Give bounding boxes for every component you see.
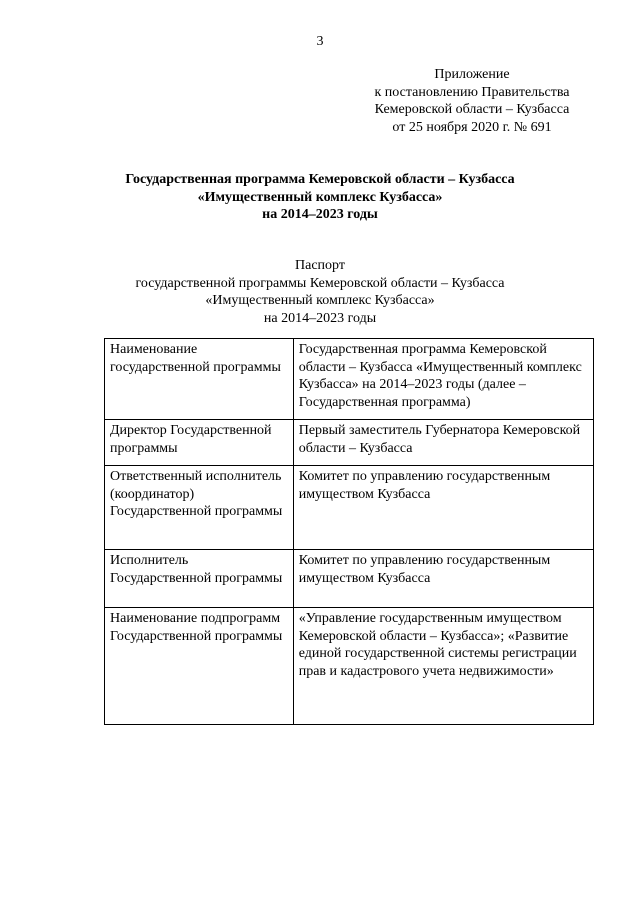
passport-table: [104, 338, 594, 725]
table-cell-value: Комитет по управлению государственным имуществом Кузбасса: [293, 550, 593, 608]
appendix-line: от 25 ноября 2020 г. № 691: [392, 119, 552, 135]
program-title: [0, 171, 640, 224]
program-title-line: «Имущественный комплекс Кузбасса»: [197, 189, 443, 205]
table-cell-value: «Управление государственным имуществом Кемеровской области – Кузбасса»; «Развитие единой государственной системы регистрации прав и кадастрового учета недвижимости»: [293, 608, 593, 725]
passport-title-line: Паспорт: [295, 258, 345, 273]
program-title-line: Государственная программа Кемеровской области – Кузбасса: [125, 172, 515, 187]
program-title-line: на 2014–2023 годы: [262, 207, 378, 222]
table-row: [105, 339, 594, 420]
table-cell-label: Наименование государственной программы: [105, 339, 294, 420]
table-cell-value: Первый заместитель Губернатора Кемеровской области – Кузбасса: [293, 420, 593, 466]
table-cell-value: Государственная программа Кемеровской области – Кузбасса «Имущественный комплекс Кузбасса» на 2014–2023 годы (далее – Государственная программа): [293, 339, 593, 420]
table-row: [105, 608, 594, 725]
table-row: [105, 550, 594, 608]
table-cell-label: Ответственный исполнитель (координатор) Государственной программы: [105, 466, 294, 550]
passport-title-line: государственной программы Кемеровской области – Кузбасса: [135, 275, 505, 291]
table-row: [105, 466, 594, 550]
appendix-line: Кемеровской области – Кузбасса: [374, 102, 570, 117]
table-cell-label: Директор Государственной программы: [105, 420, 294, 466]
appendix-line: к постановлению Правительства: [374, 84, 570, 100]
table-row: [105, 420, 594, 466]
page-number: 3: [316, 34, 324, 49]
table-cell-value: Комитет по управлению государственным имуществом Кузбасса: [293, 466, 593, 550]
table-cell-label: Исполнитель Государственной программы: [105, 550, 294, 608]
passport-title-line: на 2014–2023 годы: [263, 310, 377, 326]
appendix-block: [352, 66, 592, 136]
passport-title: [0, 257, 640, 327]
passport-title-line: «Имущественный комплекс Кузбасса»: [205, 293, 435, 308]
appendix-line: Приложение: [434, 67, 510, 82]
table-cell-label: Наименование подпрограмм Государственной программы: [105, 608, 294, 725]
